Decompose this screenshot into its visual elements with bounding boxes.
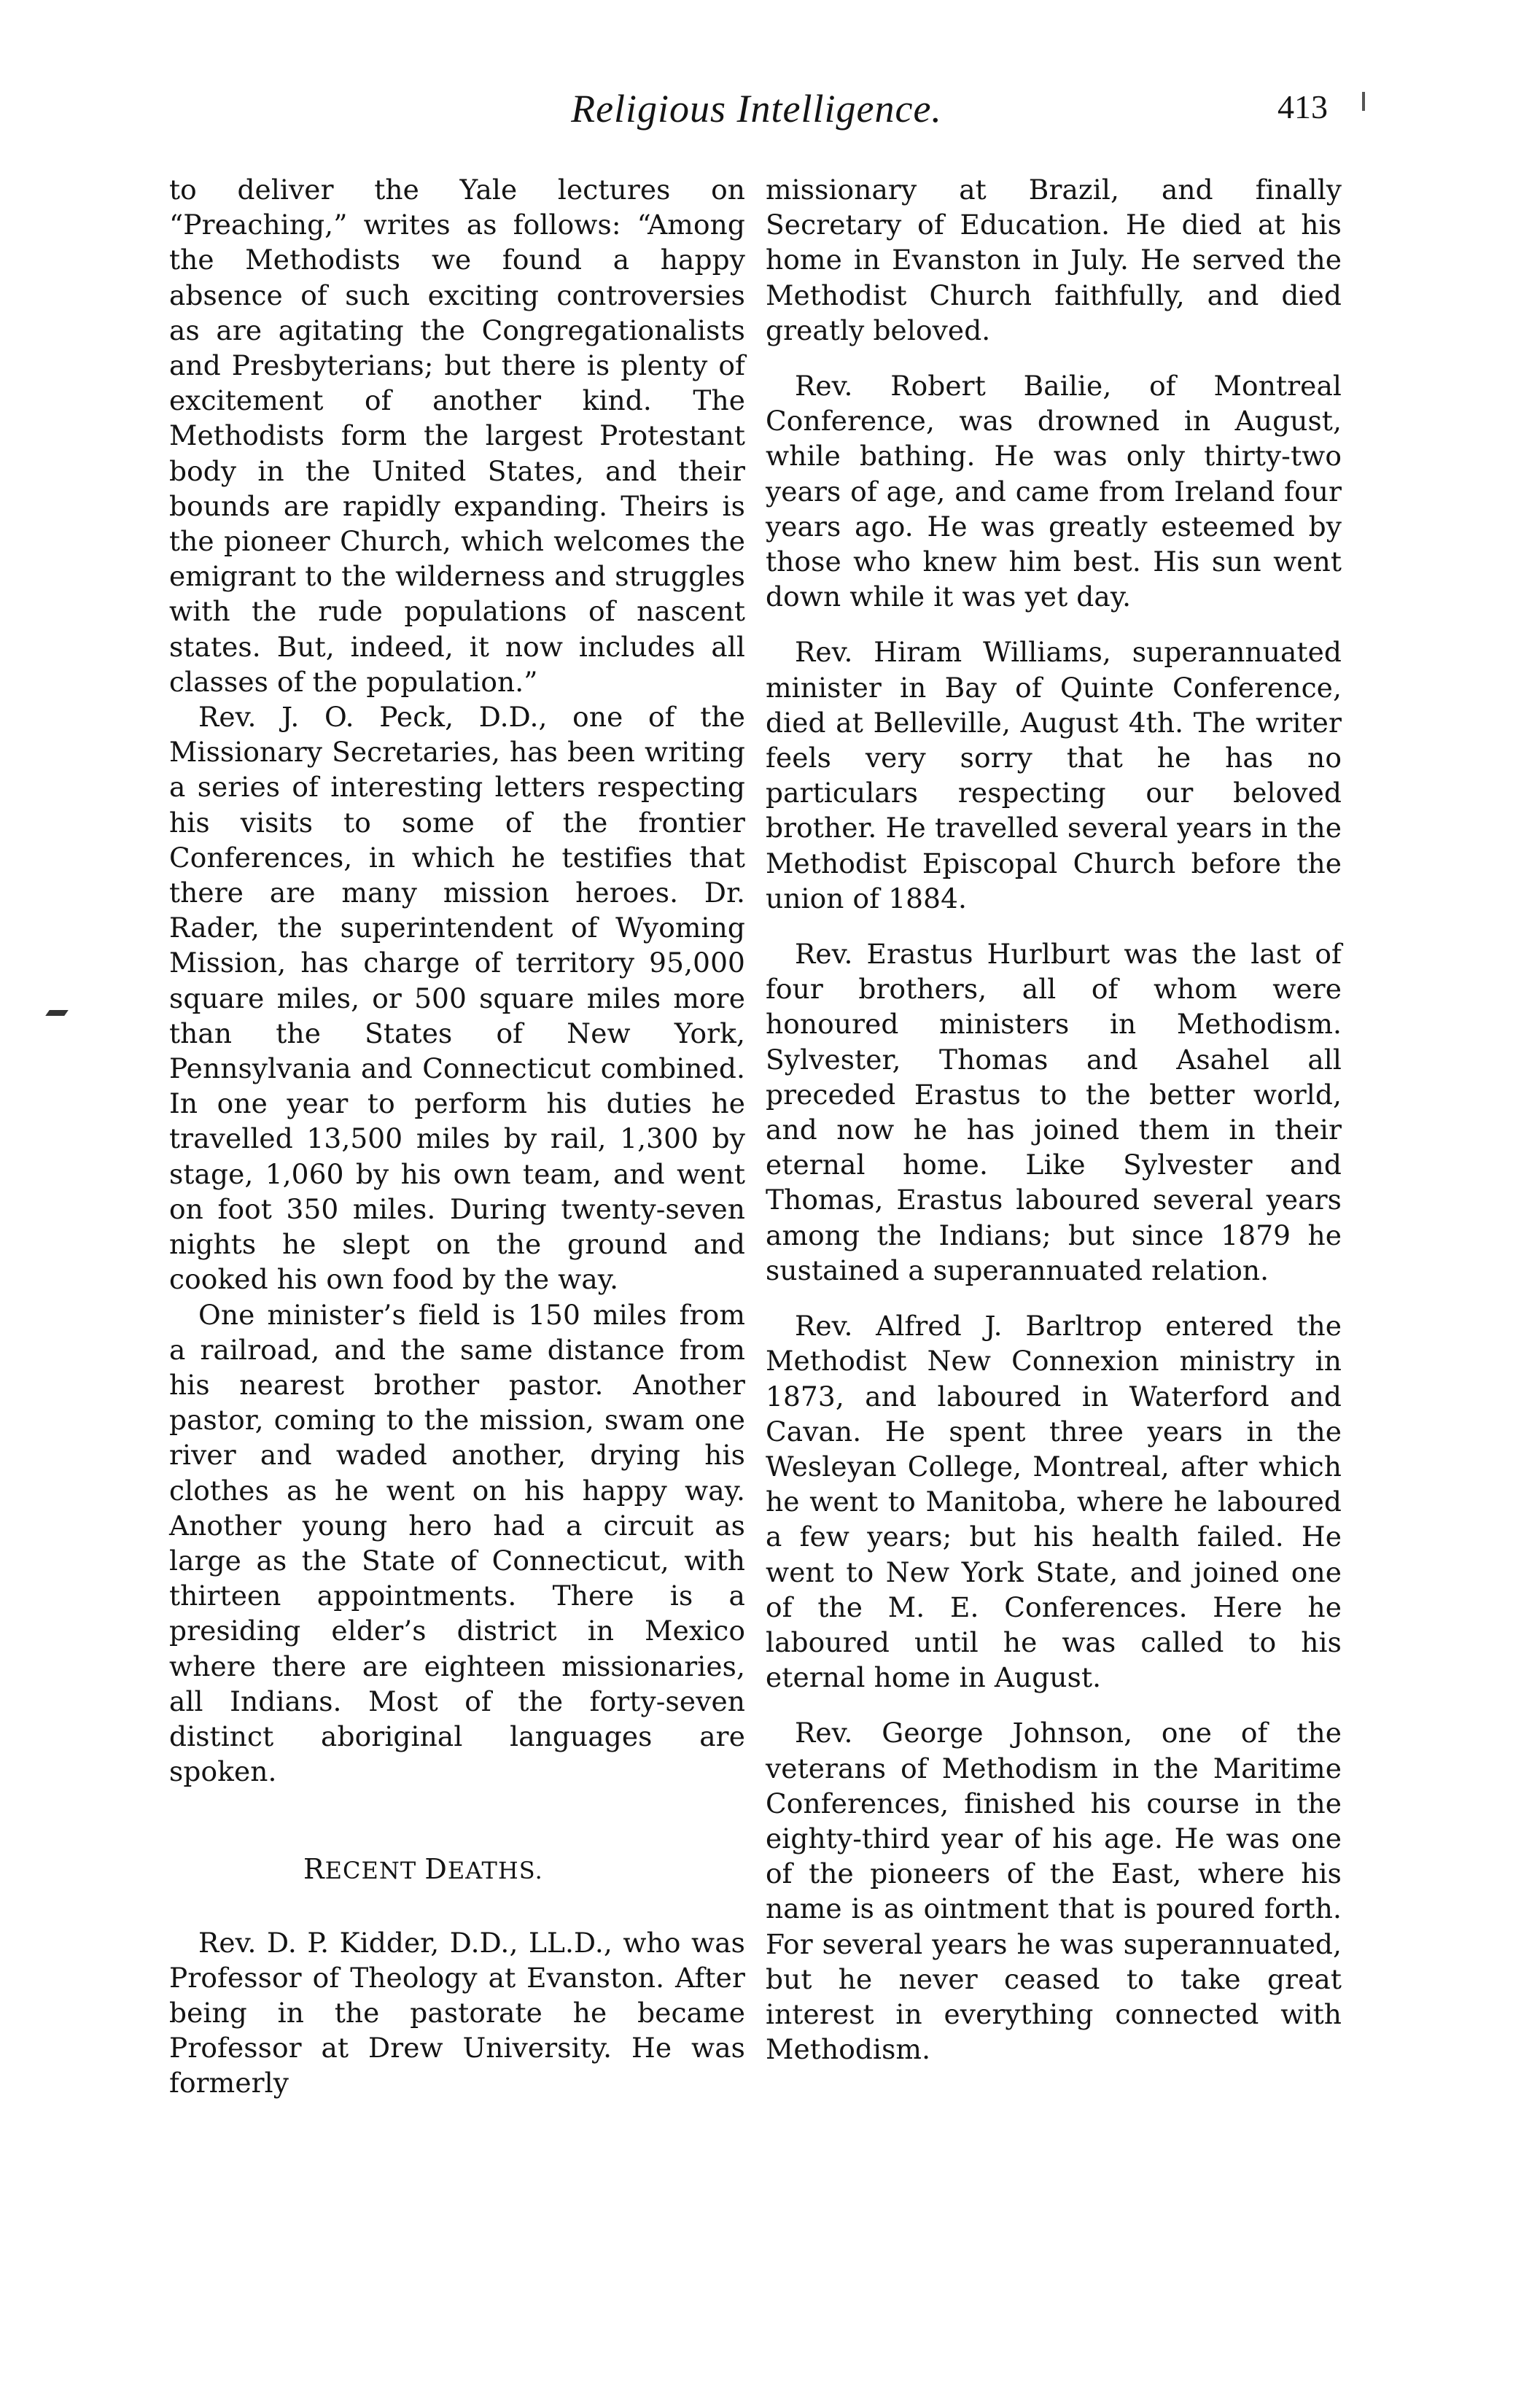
running-title: Religious Intelligence. bbox=[571, 87, 942, 131]
section-heading-recent-deaths bbox=[303, 1852, 745, 1888]
paragraph-yale-lectures: to deliver the Yale lectures on “Preaching,” writes as follows: “Among the Methodists we found a happy absence of such exciting controversies as are agitating the Congregationalists and Presbyterians; but there is plenty of excitement of another kind. The Methodists form the largest Protestant body in the United States, and their bounds are rapidly expanding. Theirs is the pioneer Church, which welcomes the emigrant to the wilderness and struggles with the rude populations of nascent states. But, indeed, it now includes all classes of the population.” bbox=[169, 174, 745, 698]
paragraph-minister-field: One minister’s field is 150 miles from a railroad, and the same distance from his nearest brother pastor. Another pastor, coming to the mission, swam one river and waded another, drying his clothes as he went on his happy way. Another young hero had a circuit as large as the State of Connecticut, with thirteen appointments. There is a presiding elder’s district in Mexico where there are eighteen missionaries, all Indians. Most of the forty-seven distinct aboriginal languages are spoken. bbox=[169, 1298, 745, 1788]
paragraph-johnson: Rev. George Johnson, one of the veterans of Methodism in the Maritime Conferences, finished his course in the eighty-third year of his age. He was one of the pioneers of the East, where his name is as ointment that is poured forth. For several years he was superannuated, but he never ceased to take great interest in everything connected with Methodism. bbox=[766, 1717, 1342, 2066]
paragraph-kidder: Rev. D. P. Kidder, D.D., LL.D., who was Professor of Theology at Evanston. After being in the pastorate he became Professor at Drew University. He was formerly bbox=[169, 1926, 745, 2100]
section-heading-smallcaps: EATHS. bbox=[447, 1857, 543, 1885]
edge-mark bbox=[1362, 92, 1365, 111]
right-column bbox=[766, 172, 1342, 2087]
paragraph-barltrop: Rev. Alfred J. Barltrop entered the Methodist New Connexion ministry in 1873, and laboured in Waterford and Cavan. He spent three years in the Wesleyan College, Montreal, after which he went to Manitoba, where he laboured a few years; but his health failed. He went to New York State, and joined one of the M. E. Conferences. Here he laboured until he was called to his eternal home in August. bbox=[766, 1310, 1342, 1694]
left-column bbox=[169, 172, 745, 2101]
page-header bbox=[0, 86, 1513, 130]
paragraph-kidder-continued: missionary at Brazil, and finally Secretary of Education. He died at his home in Evanston in July. He served the Methodist Church faithfully, and died greatly beloved. bbox=[766, 174, 1342, 346]
paragraph-peck: Rev. J. O. Peck, D.D., one of the Missionary Secretaries, has been writing a series of interesting letters respecting his visits to some of the frontier Conferences, in which he testifies that there are many mission heroes. Dr. Rader, the superintendent of Wyoming Mission, has charge of territory 95,000 square miles, or 500 square miles more than the States of New York, Pennsylvania and Connecticut combined. In one year to perform his duties he travelled 13,500 miles by rail, 1,300 by stage, 1,060 by his own team, and went on foot 350 miles. During twenty-seven nights he slept on the ground and cooked his own food by the way. bbox=[169, 701, 745, 1296]
section-heading-smallcaps: ECENT bbox=[324, 1857, 425, 1885]
margin-pencil-mark bbox=[45, 1010, 69, 1016]
section-heading-initial: D bbox=[424, 1853, 448, 1886]
paragraph-bailie: Rev. Robert Bailie, of Montreal Conference, was drowned in August, while bathing. He was only thirty-two years of age, and came from Ireland four years ago. He was greatly esteemed by those who knew him best. His sun went down while it was yet day. bbox=[766, 370, 1342, 613]
section-heading-initial: R bbox=[303, 1853, 325, 1886]
page-number: 413 bbox=[1277, 88, 1328, 125]
paragraph-williams: Rev. Hiram Williams, superannuated minister in Bay of Quinte Conference, died at Belleville, August 4th. The writer feels very sorry that he has no particulars respecting our beloved brother. He travelled several years in the Methodist Episcopal Church before the union of 1884. bbox=[766, 636, 1342, 914]
paragraph-hurlburt: Rev. Erastus Hurlburt was the last of four brothers, all of whom were honoured ministers in Methodism. Sylvester, Thomas and Asahel all preceded Erastus to the better world, and now he has joined them in their eternal home. Like Sylvester and Thomas, Erastus laboured several years among the Indians; but since 1879 he sustained a superannuated relation. bbox=[766, 938, 1342, 1286]
